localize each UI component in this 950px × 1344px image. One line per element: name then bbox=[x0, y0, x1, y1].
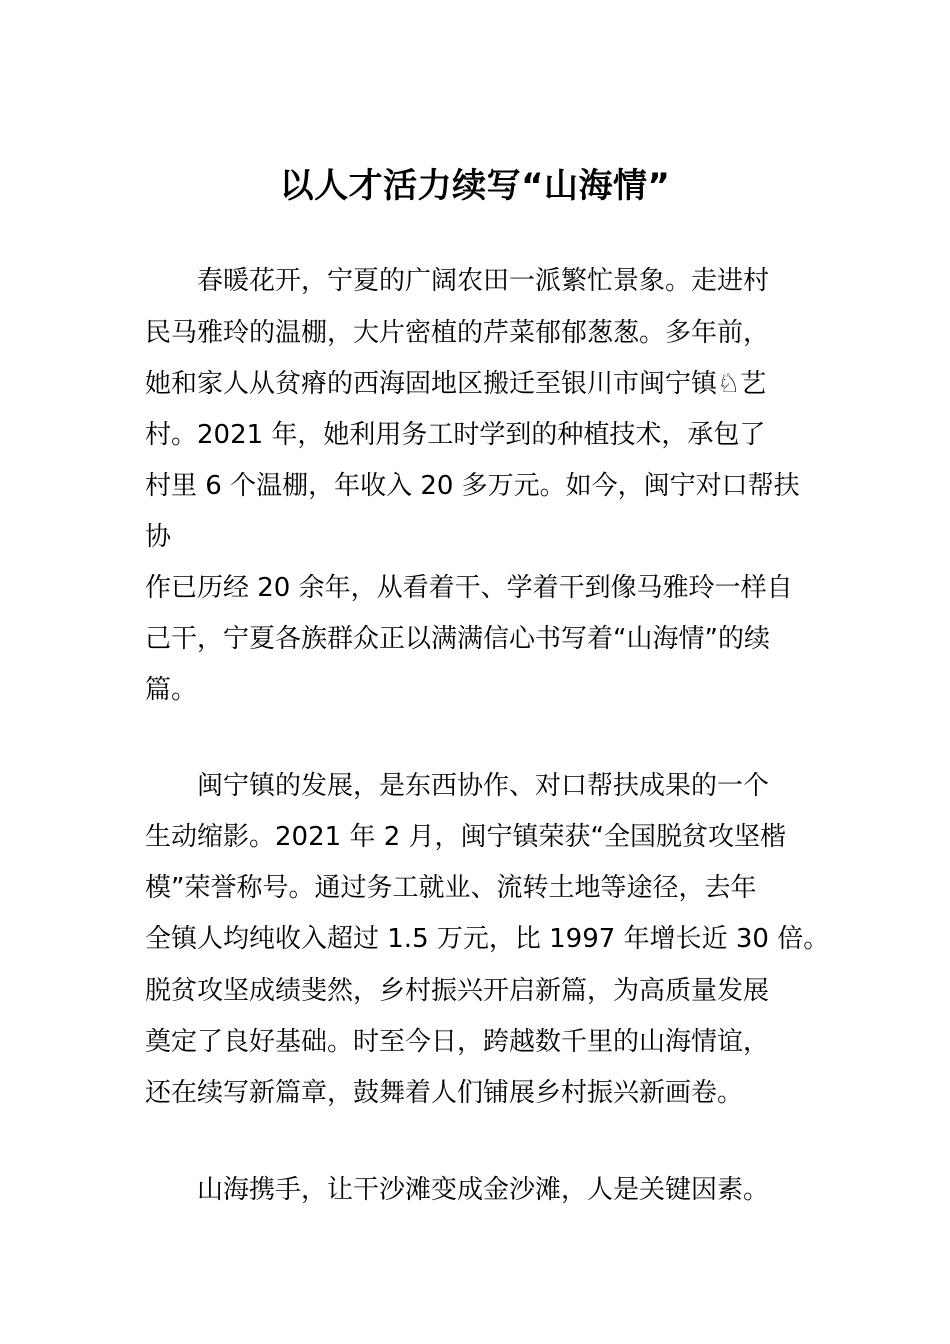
paragraph-1-line-9: 篇。 bbox=[145, 675, 198, 705]
paragraph-1-line-8: 己干，宁夏各族群众正以满满信心书写着“山海情”的续 bbox=[145, 624, 770, 654]
paragraph-1-line-7: 作已历经 20 余年，从看着干、学着干到像马雅玲一样自 bbox=[145, 573, 793, 603]
paragraph-2-line-6: 奠定了良好基础。时至今日，跨越数千里的山海情谊， bbox=[145, 1027, 770, 1057]
paragraph-3-line-1: 山海携手，让干沙滩变成金沙滩，人是关键因素。 bbox=[145, 1175, 770, 1205]
paragraph-1-line-2: 民马雅玲的温棚，大片密植的芹菜郁郁葱葱。多年前， bbox=[145, 318, 770, 348]
paragraph-2-line-5: 脱贫攻坚成绩斐然，乡村振兴开启新篇，为高质量发展 bbox=[145, 976, 770, 1006]
paragraph-1-line-1: 春暖花开，宁夏的广阔农田一派繁忙景象。走进村 bbox=[145, 266, 770, 296]
paragraph-1-line-3: 她和家人从贫瘠的西海固地区搬迁至银川市闽宁镇♘艺 bbox=[145, 369, 767, 399]
paragraph-1-line-4: 村。2021 年，她利用务工时学到的种植技术，承包了 bbox=[145, 420, 766, 450]
paragraph-2-line-7: 还在续写新篇章，鼓舞着人们铺展乡村振兴新画卷。 bbox=[145, 1078, 744, 1108]
article-title: 以人才活力续写“山海情” bbox=[279, 166, 671, 206]
paragraph-2-line-1: 闽宁镇的发展，是东西协作、对口帮扶成果的一个 bbox=[145, 771, 770, 801]
paragraph-2-line-2: 生动缩影。2021 年 2 月，闽宁镇荣获“全国脱贫攻坚楷 bbox=[145, 822, 786, 852]
paragraph-2-line-3: 模”荣誉称号。通过务工就业、流转土地等途径，去年 bbox=[145, 873, 757, 903]
paragraph-1-line-6: 协 bbox=[145, 522, 172, 552]
paragraph-1-line-5: 村里 6 个温棚，年收入 20 多万元。如今，闽宁对口帮扶 bbox=[145, 471, 800, 501]
paragraph-2-line-4: 全镇人均纯收入超过 1.5 万元，比 1997 年增长近 30 倍。 bbox=[145, 924, 830, 954]
